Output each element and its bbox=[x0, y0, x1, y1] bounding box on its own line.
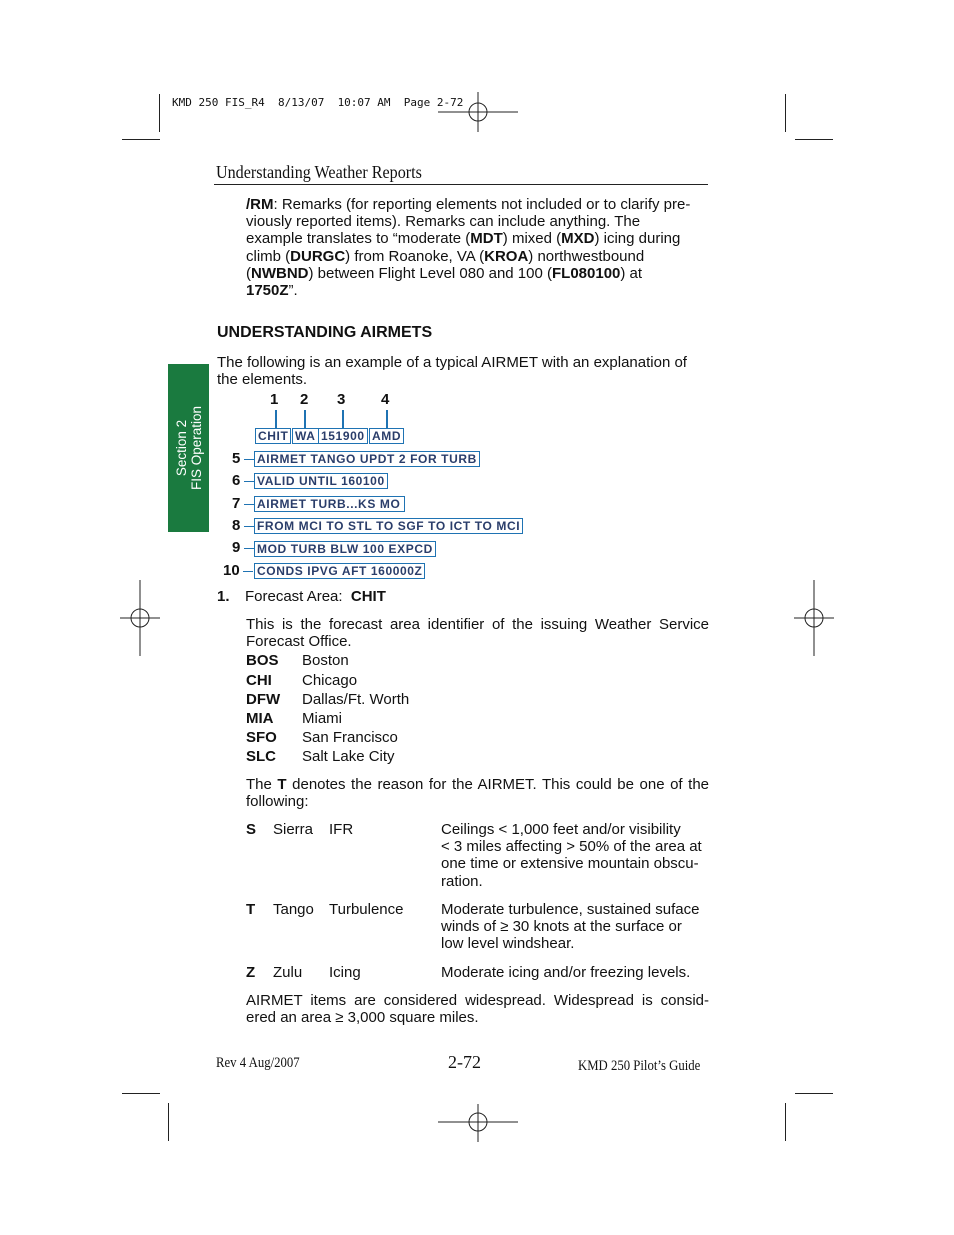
closing-paragraph bbox=[246, 992, 709, 1026]
section-tab-line: Section 2 bbox=[173, 419, 189, 477]
table-cell-letter: T bbox=[246, 901, 256, 918]
running-head: Understanding Weather Reports bbox=[216, 162, 422, 182]
list-item bbox=[302, 729, 398, 746]
office-name: San Francisco bbox=[302, 729, 398, 746]
office-name: Chicago bbox=[302, 672, 358, 689]
description-line: This is the forecast area identifier of the issuing Weather Service bbox=[246, 616, 709, 633]
diagram-leader bbox=[244, 548, 254, 549]
list-item bbox=[246, 748, 276, 765]
intro-line: The following is an example of a typical AIRMET with an explanation of bbox=[217, 354, 687, 371]
intro-line: the elements. bbox=[217, 371, 308, 389]
diagram-number: 2 bbox=[300, 391, 309, 408]
diagram-number: 9 bbox=[232, 539, 241, 556]
rm-paragraph bbox=[246, 196, 716, 299]
item-1-title bbox=[245, 588, 386, 605]
registration-mark-icon bbox=[120, 580, 160, 656]
list-item bbox=[246, 710, 274, 727]
table-cell-description: Moderate icing and/or freezing levels. bbox=[441, 964, 691, 981]
diagram-number: 10 bbox=[223, 562, 240, 579]
crop-mark bbox=[122, 139, 160, 140]
list-item bbox=[302, 691, 409, 708]
diagram-leader bbox=[243, 571, 253, 572]
office-code: SFO bbox=[246, 729, 277, 746]
rm-line: example translates to “moderate (MDT) mixed (MXD) icing during bbox=[246, 230, 681, 248]
section-tab-label bbox=[174, 406, 204, 490]
crop-mark bbox=[785, 1103, 786, 1141]
diagram-leader bbox=[244, 526, 254, 527]
table-cell-name: Sierra bbox=[273, 821, 314, 838]
diagram-leader bbox=[244, 504, 254, 505]
item-1 bbox=[217, 588, 230, 605]
office-name: Boston bbox=[302, 652, 349, 669]
airmet-code: FROM MCI TO STL TO SGF TO ICT TO MCI bbox=[254, 518, 523, 534]
office-name: Miami bbox=[302, 710, 342, 727]
airmet-code: VALID UNTIL 160100 bbox=[254, 473, 388, 489]
diagram-number: 1 bbox=[270, 391, 279, 408]
office-name: Dallas/Ft. Worth bbox=[302, 691, 410, 708]
office-code: CHI bbox=[246, 672, 272, 689]
crop-mark bbox=[795, 139, 833, 140]
diagram-number: 4 bbox=[381, 391, 390, 408]
list-item bbox=[246, 729, 277, 746]
section-heading: UNDERSTANDING AIRMETS bbox=[217, 324, 433, 341]
office-code: BOS bbox=[246, 652, 279, 669]
crop-mark bbox=[168, 1103, 169, 1141]
item-number: 1. bbox=[217, 588, 230, 605]
list-item bbox=[302, 710, 342, 727]
footer-revision: Rev 4 Aug/2007 bbox=[216, 1055, 300, 1071]
table-cell-name: Tango bbox=[273, 901, 314, 918]
rm-line: 1750Z”. bbox=[246, 282, 298, 300]
airmet-code: CHIT bbox=[255, 428, 291, 444]
airmet-code: AMD bbox=[369, 428, 404, 444]
rm-line: viously reported items). Remarks can include anything. The bbox=[246, 213, 641, 231]
crop-mark bbox=[122, 1093, 160, 1094]
section-tab-line: FIS Operation bbox=[188, 405, 204, 491]
airmet-code: 151900 bbox=[318, 428, 368, 444]
description-line: Forecast Office. bbox=[246, 633, 352, 651]
list-item bbox=[246, 672, 272, 689]
rm-line: /RM: Remarks (for reporting elements not included or to clarify pre- bbox=[246, 196, 691, 213]
table-cell-description: Ceilings < 1,000 feet and/or visibility < 3 miles affecting > 50% of the area at one time or extensive mountain obscu- ration. bbox=[441, 821, 702, 890]
list-item bbox=[302, 672, 357, 689]
section-tab bbox=[168, 364, 209, 532]
diagram-leader bbox=[304, 410, 306, 428]
diagram-number: 5 bbox=[232, 450, 241, 467]
table-cell-letter: Z bbox=[246, 964, 256, 981]
airmet-code: AIRMET TANGO UPDT 2 FOR TURB bbox=[254, 451, 480, 467]
diagram-leader bbox=[244, 481, 254, 482]
table-cell-letter: S bbox=[246, 821, 257, 838]
table-cell-name: Zulu bbox=[273, 964, 303, 981]
diagram-leader bbox=[275, 410, 277, 428]
list-item bbox=[302, 748, 395, 765]
item-1-description bbox=[246, 616, 709, 650]
diagram-number: 8 bbox=[232, 517, 241, 534]
office-code: SLC bbox=[246, 748, 276, 765]
registration-mark-icon bbox=[794, 580, 834, 656]
closing-line: AIRMET items are considered widespread. Widespread is consid- bbox=[246, 992, 709, 1009]
list-item bbox=[246, 652, 279, 669]
rm-line: (NWBND) between Flight Level 080 and 100 (FL080100) at bbox=[246, 264, 643, 282]
crop-mark bbox=[159, 94, 160, 132]
registration-mark-icon bbox=[438, 1104, 518, 1142]
diagram-leader bbox=[342, 410, 344, 428]
airmet-code: AIRMET TURB...KS MO bbox=[254, 496, 405, 512]
closing-line: ered an area ≥ 3,000 square miles. bbox=[246, 1009, 479, 1027]
page-number: 2-72 bbox=[448, 1052, 481, 1072]
airmet-code: MOD TURB BLW 100 EXPCD bbox=[254, 541, 436, 557]
t-line: The T denotes the reason for the AIRMET. This could be one of the bbox=[246, 776, 709, 793]
t-line: following: bbox=[246, 793, 309, 811]
list-item bbox=[246, 691, 280, 708]
office-code: DFW bbox=[246, 691, 281, 708]
rm-line: climb (DURGC) from Roanoke, VA (KROA) northwestbound bbox=[246, 247, 645, 265]
print-header: KMD 250 FIS_R4 8/13/07 10:07 AM Page 2-72 bbox=[172, 96, 464, 109]
crop-mark bbox=[785, 94, 786, 132]
table-cell-type: Icing bbox=[329, 964, 361, 981]
diagram-number: 3 bbox=[337, 391, 346, 408]
diagram-number: 7 bbox=[232, 495, 241, 512]
office-name: Salt Lake City bbox=[302, 748, 395, 765]
diagram-leader bbox=[386, 410, 388, 428]
running-head-rule bbox=[214, 184, 708, 185]
airmet-code: CONDS IPVG AFT 160000Z bbox=[254, 563, 425, 579]
office-code: MIA bbox=[246, 710, 274, 727]
crop-mark bbox=[795, 1093, 833, 1094]
table-cell-description: Moderate turbulence, sustained suface winds of ≥ 30 knots at the surface or low level windshear. bbox=[441, 901, 700, 953]
item-value: CHIT bbox=[350, 588, 386, 605]
airmet-code: WA bbox=[292, 428, 319, 444]
table-cell-type: IFR bbox=[329, 821, 354, 838]
intro-paragraph bbox=[217, 354, 712, 388]
diagram-number: 6 bbox=[232, 472, 241, 489]
item-label: Forecast Area: bbox=[245, 588, 343, 605]
list-item bbox=[302, 652, 349, 669]
table-cell-type: Turbulence bbox=[329, 901, 404, 918]
t-paragraph bbox=[246, 776, 709, 810]
footer-guide-title: KMD 250 Pilot’s Guide bbox=[578, 1058, 701, 1074]
diagram-leader bbox=[244, 459, 254, 460]
